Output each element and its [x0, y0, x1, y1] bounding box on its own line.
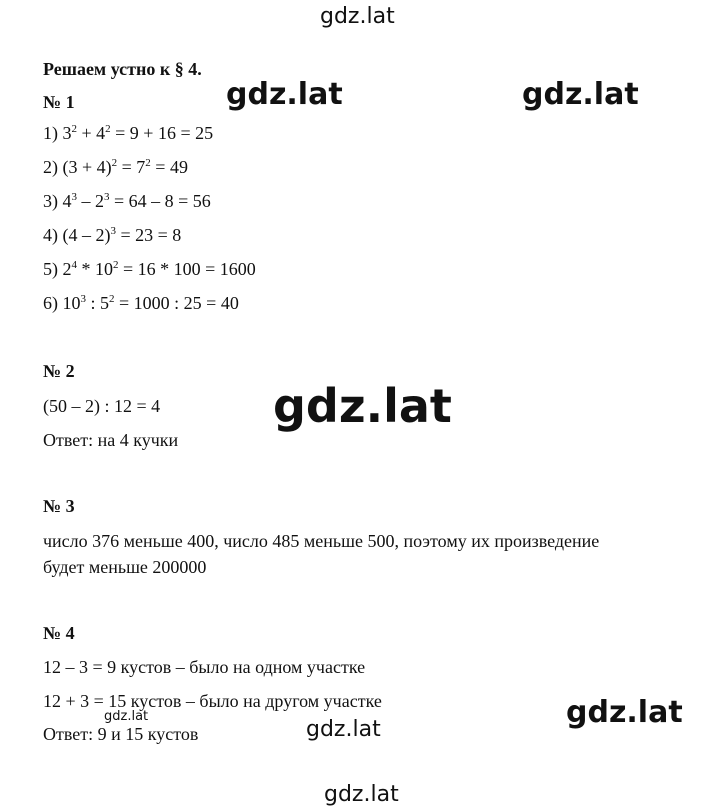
watermark-bold-2: gdz.lat: [522, 77, 639, 112]
task-4-title: № 4: [43, 623, 75, 643]
task-4-line-2: 12 + 3 = 15 кустов – было на другом участке: [43, 691, 382, 711]
task-3-line-2: будет меньше 200000: [43, 557, 207, 577]
task-2-title: № 2: [43, 361, 75, 381]
watermark-small: gdz.lat: [104, 709, 149, 724]
task-2-line-1: (50 – 2) : 12 = 4: [43, 396, 161, 416]
task-1-line-6: 6) $10^3$ : $5^2 = 1000$ : 25 = 40: [43, 293, 239, 313]
section-header: Решаем устно к § 4.: [43, 59, 202, 79]
task-4-line-1: 12 – 3 = 9 кустов – было на одном участке: [43, 657, 366, 677]
task-1-title: № 1: [43, 92, 75, 112]
watermark-bottom: gdz.lat: [324, 782, 399, 807]
watermark-bold-1: gdz.lat: [226, 77, 343, 112]
task-3-title: № 3: [43, 496, 75, 516]
task-4-answer: Ответ: 9 и 15 кустов: [43, 724, 199, 744]
watermark-middle: gdz.lat: [306, 717, 381, 742]
watermark-top: gdz.lat: [320, 4, 395, 29]
task-3-line-1: число 376 меньше 400, число 485 меньше 500, поэтому их произведение: [43, 531, 600, 551]
task-2-answer: Ответ: на 4 кучки: [43, 430, 179, 450]
task-1-line-1: 1) $3^2 + 4^2 = 9 + 16 = 25$: [43, 123, 214, 143]
task-1-line-2: 2) $(3 + 4)^2 = 7^2 = 49$: [43, 157, 188, 177]
watermark-large: gdz.lat: [273, 379, 452, 433]
task-1-line-5: 5) $2^4 * 10^2 = 16 * 100 = 1600$: [43, 259, 256, 279]
task-1-line-4: 4) (4 – 2)$^3$ = 23 = 8: [43, 225, 182, 245]
task-1-line-3: 3) $4^3 - 2^3 = 64 - 8 = 56$: [43, 191, 211, 211]
watermark-bold-3: gdz.lat: [566, 695, 683, 730]
